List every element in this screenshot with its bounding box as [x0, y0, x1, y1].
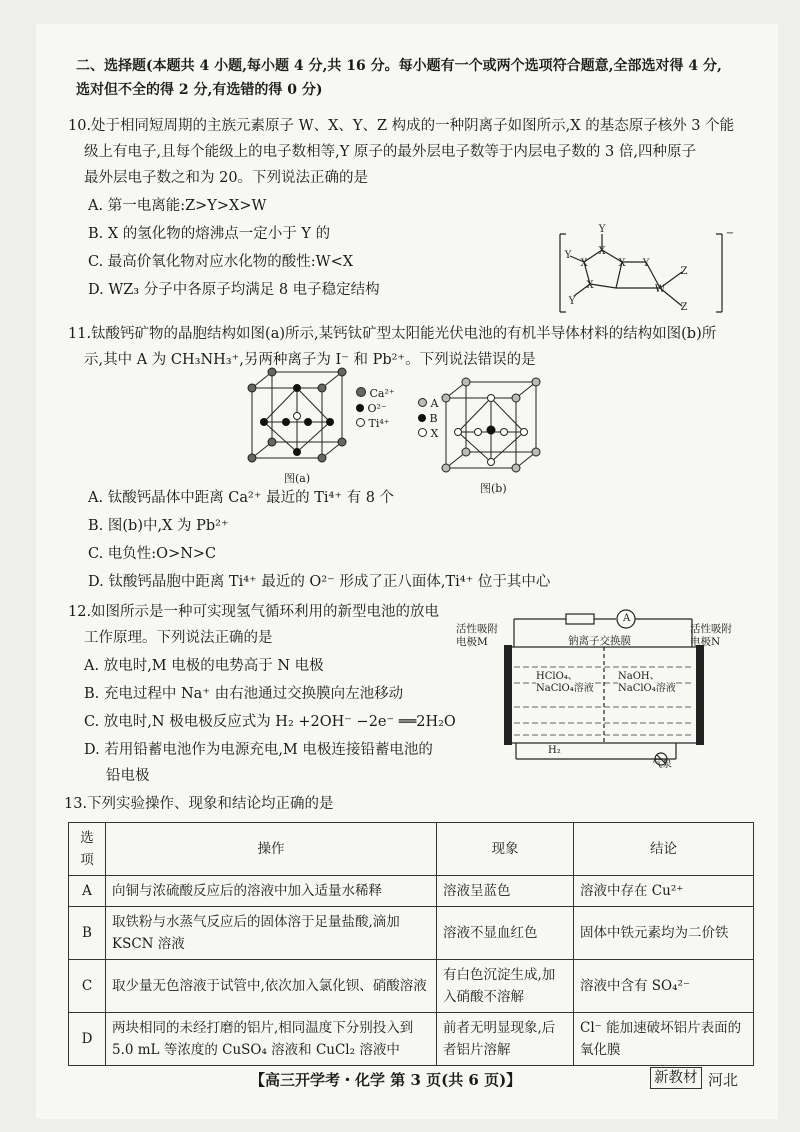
- q11-stem-2: 示,其中 A 为 CH₃NH₃⁺,另两种离子为 I⁻ 和 Pb²⁺。下列说法错误的是: [84, 352, 536, 368]
- q12-option-b: B. 充电过程中 Na⁺ 由右池通过交换膜向左池移动: [84, 686, 404, 702]
- legend-a-o: O²⁻: [367, 402, 387, 415]
- row-c-phenomenon: 有白色沉淀生成,加入硝酸不溶解: [437, 960, 574, 1013]
- atom-w: W: [654, 284, 666, 295]
- atom-y-bottom: Y: [568, 296, 576, 307]
- membrane-label: 钠离子交换膜: [568, 635, 631, 647]
- caption-a: 图(a): [284, 472, 311, 485]
- legend-a: [356, 386, 395, 431]
- atom-y-right: Y: [642, 258, 650, 269]
- crystal-figure-b: [436, 376, 546, 476]
- page-footer: 【高三开学考・化学 第 3 页(共 6 页)】: [250, 1071, 522, 1089]
- electrode-m-label-1: 活性吸附: [456, 623, 498, 635]
- atom-z-1: Z: [680, 266, 688, 277]
- battery-diagram: [456, 609, 736, 769]
- exam-page: [36, 24, 778, 1119]
- caption-b: 图(b): [480, 482, 507, 495]
- q12-option-d: D. 若用铅蓄电池作为电源充电,M 电极连接铅蓄电池的: [84, 742, 433, 758]
- right-solution-2: NaClO₄溶液: [618, 683, 676, 694]
- pump-label: 气泵: [652, 759, 672, 770]
- row-b-conclusion: 固体中铁元素均为二价铁: [574, 907, 754, 960]
- right-solution-1: NaOH、: [618, 671, 660, 682]
- table-row: [69, 876, 754, 907]
- crystal-figure-a: [242, 366, 352, 466]
- row-a-conclusion: 溶液中存在 Cu²⁺: [574, 876, 754, 907]
- table-row: [69, 1013, 754, 1066]
- q12-option-a: A. 放电时,M 电极的电势高于 N 电极: [84, 658, 324, 674]
- charge-sign: −: [725, 228, 735, 239]
- atom-y-left: Y: [564, 250, 572, 261]
- atom-x-right: X: [618, 258, 626, 269]
- left-solution-2: NaClO₄溶液: [536, 683, 594, 694]
- q10-option-c: C. 最高价氧化物对应水化物的酸性:W<X: [88, 254, 354, 270]
- q10-option-d: D. WZ₃ 分子中各原子均满足 8 电子稳定结构: [88, 282, 380, 298]
- row-d-option: D: [69, 1013, 106, 1066]
- row-c-conclusion: 溶液中含有 SO₄²⁻: [574, 960, 754, 1013]
- atom-x-top: X: [598, 246, 606, 257]
- header-conclusion: 结论: [574, 823, 754, 876]
- h2-label: H₂: [548, 745, 561, 756]
- ammeter-label: A: [623, 613, 631, 624]
- q11-option-b: B. 图(b)中,X 为 Pb²⁺: [88, 518, 229, 534]
- row-a-phenomenon: 溶液呈蓝色: [437, 876, 574, 907]
- q10-option-b: B. X 的氢化物的熔沸点一定小于 Y 的: [88, 226, 331, 242]
- q13-stem: 13.下列实验操作、现象和结论均正确的是: [64, 796, 334, 812]
- legend-b-b: B: [429, 412, 438, 425]
- row-c-option: C: [69, 960, 106, 1013]
- q13-table: [68, 822, 754, 1066]
- legend-b-x: X: [430, 427, 439, 440]
- row-b-phenomenon: 溶液不显血红色: [437, 907, 574, 960]
- q11-option-d: D. 钛酸钙晶胞中距离 Ti⁴⁺ 最近的 O²⁻ 形成了正八面体,Ti⁴⁺ 位于其中心: [88, 574, 551, 590]
- atom-x-left: X: [580, 258, 588, 269]
- left-solution-1: HClO₄、: [536, 671, 578, 682]
- electrode-n-label-2: 电极N: [690, 636, 721, 648]
- row-a-option: A: [69, 876, 106, 907]
- left-solution-label: [536, 671, 594, 695]
- header-option: 选项: [69, 823, 106, 876]
- row-d-phenomenon: 前者无明显现象,后者铝片溶解: [437, 1013, 574, 1066]
- row-d-conclusion: Cl⁻ 能加速破坏铝片表面的氧化膜: [574, 1013, 754, 1066]
- atom-z-2: Z: [680, 302, 688, 313]
- q10-stem-2: 级上有电子,且每个能级上的电子数相等,Y 原子的最外层电子数等于内层电子数的 3 倍,四种原子: [84, 144, 696, 160]
- electrode-n-label-1: 活性吸附: [690, 623, 732, 635]
- legend-a-ca: Ca²⁺: [369, 387, 395, 400]
- electrode-m-label-2: 电极M: [456, 636, 488, 648]
- table-row: [69, 960, 754, 1013]
- row-c-operation: 取少量无色溶液于试管中,依次加入氯化钡、硝酸溶液: [106, 960, 437, 1013]
- q12-stem-1: 12.如图所示是一种可实现氢气循环利用的新型电池的放电: [68, 604, 440, 620]
- header-phenomenon: 现象: [437, 823, 574, 876]
- anion-structure-diagram: [556, 224, 736, 316]
- q12-option-c: C. 放电时,N 极电极反应式为 H₂ +2OH⁻ −2e⁻ ══2H₂O: [84, 714, 456, 730]
- electrode-n-label: [690, 623, 732, 649]
- row-a-operation: 向铜与浓硫酸反应后的溶液中加入适量水稀释: [106, 876, 437, 907]
- q10-stem-3: 最外层电子数之和为 20。下列说法正确的是: [84, 170, 369, 186]
- table-row: [69, 907, 754, 960]
- electrode-m-label: [456, 623, 498, 649]
- right-solution-label: [618, 671, 676, 695]
- q11-stem-1: 11.钛酸钙矿物的晶胞结构如图(a)所示,某钙钛矿型太阳能光伏电池的有机半导体材料的结构如图(b)所: [68, 326, 717, 342]
- q11-option-a: A. 钛酸钙晶体中距离 Ca²⁺ 最近的 Ti⁴⁺ 有 8 个: [88, 490, 395, 506]
- section-heading-2: 选对但不全的得 2 分,有选错的得 0 分): [76, 82, 323, 98]
- legend-b-a: A: [430, 397, 439, 410]
- q10-stem-1: 10.处于相同短周期的主族元素原子 W、X、Y、Z 构成的一种阴离子如图所示,X 的基态原子核外 3 个能: [68, 118, 735, 134]
- q10-option-a: A. 第一电离能:Z>Y>X>W: [88, 198, 267, 214]
- q12-option-d-2: 铅电极: [106, 768, 150, 784]
- row-b-option: B: [69, 907, 106, 960]
- section-heading: 二、选择题(本题共 4 小题,每小题 4 分,共 16 分。每小题有一个或两个选项符合题意,全部选对得 4 分,: [76, 58, 722, 74]
- q11-option-c: C. 电负性:O>N>C: [88, 546, 217, 562]
- atom-x-bottom: X: [586, 280, 594, 291]
- region-label: 河北: [708, 1071, 739, 1089]
- header-operation: 操作: [106, 823, 437, 876]
- atom-y-top: Y: [598, 224, 606, 235]
- row-b-operation: 取铁粉与水蒸气反应后的固体溶于足量盐酸,滴加 KSCN 溶液: [106, 907, 437, 960]
- q12-stem-2: 工作原理。下列说法正确的是: [84, 630, 273, 646]
- edition-badge: 新教材: [650, 1067, 702, 1089]
- table-header-row: [69, 823, 754, 876]
- legend-b: [418, 396, 438, 441]
- legend-a-ti: Ti⁴⁺: [368, 417, 390, 430]
- row-d-operation: 两块相同的未经打磨的铝片,相同温度下分别投入到 5.0 mL 等浓度的 CuSO₄ 溶液和 CuCl₂ 溶液中: [106, 1013, 437, 1066]
